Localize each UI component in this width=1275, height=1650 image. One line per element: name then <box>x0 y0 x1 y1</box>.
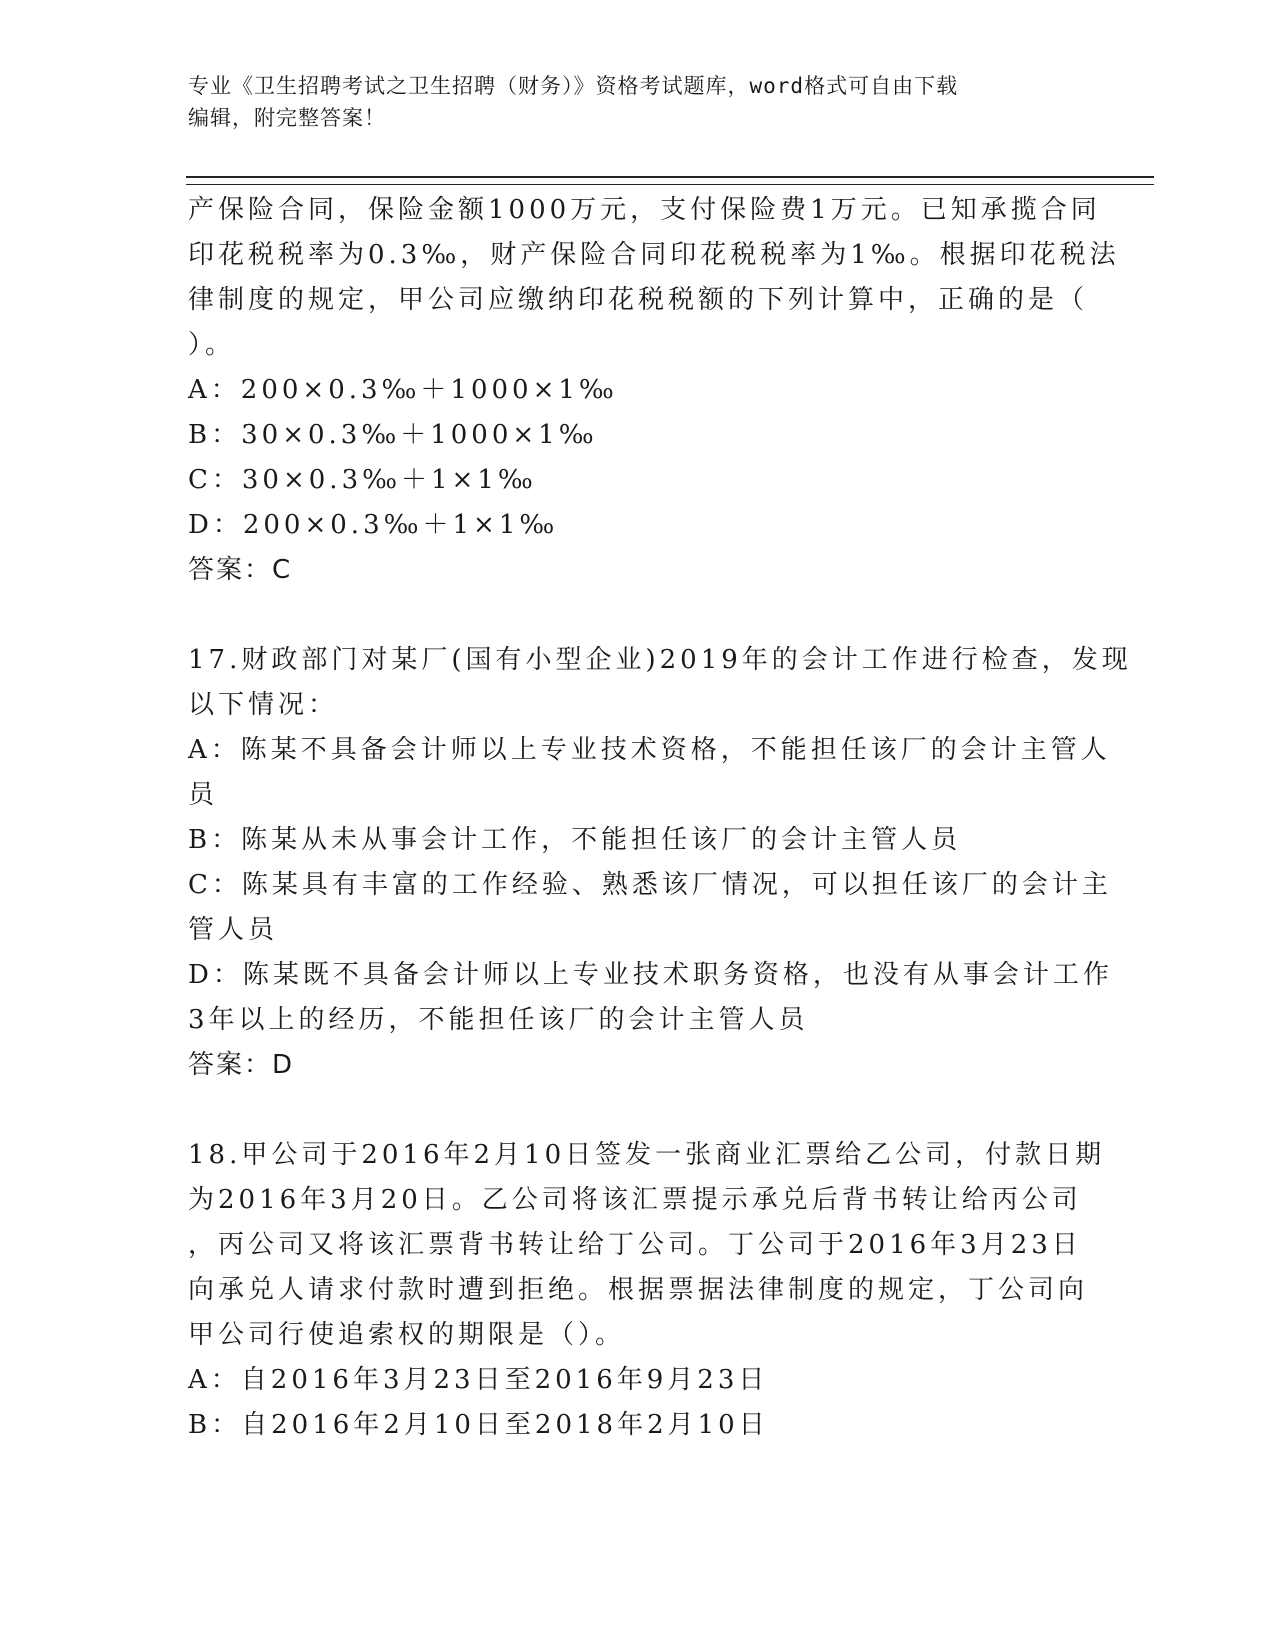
header-title-line-1: 专业《卫生招聘考试之卫生招聘（财务）》资格考试题库，word格式可自由下载 <box>188 74 959 98</box>
option-c-continued: 管人员 <box>188 915 279 945</box>
option-b: B：自2016年2月10日至2018年2月10日 <box>188 1410 769 1440</box>
question-stem-line: ）。 <box>188 330 236 360</box>
option-a: A：200×0.3‰＋1000×1‰ <box>188 375 618 405</box>
option-d: D：陈某既不具备会计师以上专业技术职务资格，也没有从事会计工作 <box>188 960 1113 990</box>
answer-label: 答案：C <box>188 555 293 585</box>
question-stem-line: 律制度的规定，甲公司应缴纳印花税税额的下列计算中，正确的是（ <box>188 285 1089 315</box>
document-header <box>188 70 1088 134</box>
header-title-line-2: 编辑，附完整答案！ <box>188 106 386 130</box>
question-content <box>188 188 1132 1448</box>
question-spacer <box>188 1088 1088 1133</box>
question-stem-line: 向承兑人请求付款时遭到拒绝。根据票据法律制度的规定，丁公司向 <box>188 1275 1089 1305</box>
option-a: A：陈某不具备会计师以上专业技术资格，不能担任该厂的会计主管人 <box>188 735 1111 765</box>
option-a-continued: 员 <box>188 780 219 810</box>
question-stem-line: 为2016年3月20日。乙公司将该汇票提示承兑后背书转让给丙公司 <box>188 1185 1082 1215</box>
question-stem-line: 产保险合同，保险金额1000万元，支付保险费1万元。已知承揽合同 <box>188 195 1101 225</box>
option-b: B：30×0.3‰＋1000×1‰ <box>188 420 598 450</box>
option-c: C：陈某具有丰富的工作经验、熟悉该厂情况，可以担任该厂的会计主 <box>188 870 1112 900</box>
answer-label: 答案：D <box>188 1050 295 1080</box>
question-16 <box>188 188 1120 593</box>
question-stem-line: 17.财政部门对某厂(国有小型企业)2019年的会计工作进行检查，发现 <box>188 645 1132 675</box>
option-b: B：陈某从未从事会计工作，不能担任该厂的会计主管人员 <box>188 825 962 855</box>
option-c: C：30×0.3‰＋1×1‰ <box>188 465 537 495</box>
question-stem-line: 18.甲公司于2016年2月10日签发一张商业汇票给乙公司，付款日期 <box>188 1140 1106 1170</box>
question-stem-line: 甲公司行使追索权的期限是（）。 <box>188 1320 626 1350</box>
option-d: D：200×0.3‰＋1×1‰ <box>188 510 559 540</box>
option-a: A：自2016年3月23日至2016年9月23日 <box>188 1365 769 1395</box>
question-stem-line: ，丙公司又将该汇票背书转让给丁公司。丁公司于2016年3月23日 <box>188 1230 1082 1260</box>
question-17 <box>188 638 1132 1088</box>
header-divider <box>186 176 1154 185</box>
question-spacer <box>188 593 1088 638</box>
option-d-continued: 3年以上的经历，不能担任该厂的会计主管人员 <box>188 1005 809 1035</box>
question-stem-line: 印花税税率为0.3‰，财产保险合同印花税税率为1‰。根据印花税法 <box>188 240 1120 270</box>
question-stem-line: 以下情况： <box>188 690 339 720</box>
question-18 <box>188 1133 1106 1448</box>
